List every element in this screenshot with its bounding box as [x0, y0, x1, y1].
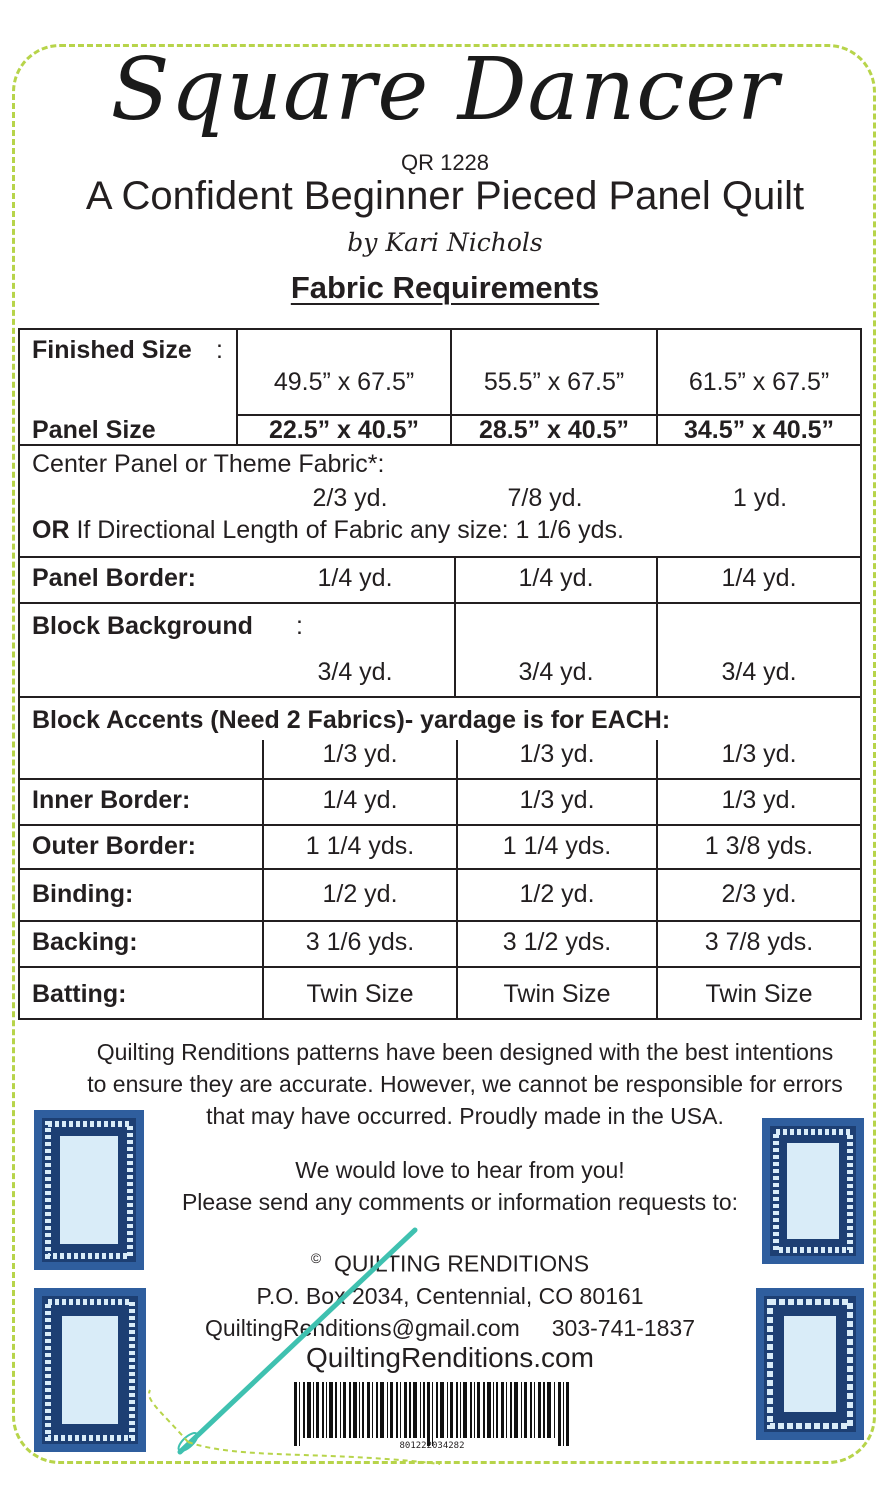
outer-border-2: 1 1/4 yds.	[502, 832, 612, 860]
copyright-symbol: ©	[310, 1250, 322, 1266]
directional-text: If Directional Length of Fabric any size: 1 1/6 yds.	[76, 516, 624, 544]
row-divider	[20, 824, 862, 826]
barcode-number: 801222034282	[399, 1441, 465, 1451]
block-background-3: 3/4 yd.	[721, 658, 797, 686]
contact-line: Please send any comments or information requests to:	[181, 1189, 739, 1215]
row-divider	[20, 966, 862, 968]
row-divider	[20, 868, 862, 870]
contact-line: We would love to hear from you!	[295, 1157, 625, 1183]
pattern-title: Square Dancer	[110, 40, 780, 140]
block-accents-2: 1/3 yd.	[519, 740, 595, 768]
backing-2: 3 1/2 yds.	[502, 928, 612, 956]
center-panel-label: Center Panel or Theme Fabric*:	[32, 450, 385, 478]
row-divider	[20, 602, 862, 604]
disclaimer-line: to ensure they are accurate. However, we cannot be responsible for errors	[87, 1071, 843, 1097]
center-panel-2: 7/8 yd.	[507, 484, 583, 512]
outer-border-label: Outer Border:	[32, 832, 196, 860]
block-accents-label: Block Accents (Need 2 Fabrics)- yardage is for EACH:	[32, 706, 671, 734]
pattern-code: QR 1228	[400, 150, 490, 175]
panel-size-2: 28.5” x 40.5”	[478, 416, 630, 444]
company-email[interactable]: QuiltingRenditions@gmail.com	[205, 1314, 520, 1341]
binding-label: Binding:	[32, 880, 134, 908]
row-divider	[20, 778, 862, 780]
backing-3: 3 7/8 yds.	[704, 928, 814, 956]
outer-border-3: 1 3/8 yds.	[704, 832, 814, 860]
row-divider	[20, 556, 862, 558]
block-accents-1: 1/3 yd.	[322, 740, 398, 768]
panel-border-1: 1/4 yd.	[317, 564, 393, 592]
directional-note	[32, 516, 624, 545]
block-background-label: Block Background	[32, 612, 253, 640]
inner-border-3: 1/3 yd.	[721, 786, 797, 814]
panel-border-label: Panel Border:	[32, 564, 196, 592]
binding-2: 1/2 yd.	[519, 880, 595, 908]
finished-size-label: Finished Size	[32, 336, 192, 364]
designer-byline: by Kari Nichols	[347, 228, 543, 257]
barcode-icon	[292, 1382, 572, 1446]
panel-border-2: 1/4 yd.	[518, 564, 594, 592]
finished-size-colon: :	[216, 336, 223, 364]
quilt-block-icon	[34, 1288, 146, 1452]
panel-size-1: 22.5” x 40.5”	[268, 416, 420, 444]
block-background-2: 3/4 yd.	[518, 658, 594, 686]
contact-invite	[150, 1154, 770, 1218]
panel-size-label: Panel Size	[32, 416, 156, 444]
backing-1: 3 1/6 yds.	[305, 928, 415, 956]
row-divider	[20, 920, 862, 922]
fabric-requirements-heading: Fabric Requirements	[290, 270, 600, 305]
pattern-subtitle: A Confident Beginner Pieced Panel Quilt	[85, 174, 805, 218]
company-address: P.O. Box 2034, Centennial, CO 80161	[256, 1282, 644, 1309]
batting-label: Batting:	[32, 980, 127, 1008]
row-divider	[20, 696, 862, 698]
block-background-colon: :	[296, 612, 303, 640]
outer-border-1: 1 1/4 yds.	[305, 832, 415, 860]
batting-1: Twin Size	[306, 980, 414, 1008]
directional-or: OR	[32, 516, 70, 544]
finished-size-2: 55.5” x 67.5”	[483, 368, 625, 396]
binding-1: 1/2 yd.	[322, 880, 398, 908]
batting-2: Twin Size	[503, 980, 611, 1008]
binding-3: 2/3 yd.	[721, 880, 797, 908]
quilt-block-icon	[34, 1110, 144, 1270]
batting-3: Twin Size	[705, 980, 813, 1008]
fabric-requirements-table	[18, 328, 862, 1020]
company-phone: 303-741-1837	[551, 1314, 695, 1341]
disclaimer-line: that may have occurred. Proudly made in the USA.	[206, 1103, 724, 1129]
panel-border-3: 1/4 yd.	[721, 564, 797, 592]
finished-size-1: 49.5” x 67.5”	[273, 368, 415, 396]
inner-border-label: Inner Border:	[32, 786, 191, 814]
center-panel-3: 1 yd.	[732, 484, 788, 512]
quilt-block-icon	[762, 1118, 864, 1264]
inner-border-2: 1/3 yd.	[519, 786, 595, 814]
center-panel-1: 2/3 yd.	[312, 484, 388, 512]
col-divider	[860, 330, 862, 1020]
company-name: QUILTING RENDITIONS	[333, 1250, 590, 1277]
backing-label: Backing:	[32, 928, 138, 956]
quilt-block-icon	[756, 1288, 864, 1440]
inner-border-1: 1/4 yd.	[322, 786, 398, 814]
disclaimer-line: Quilting Renditions patterns have been designed with the best intentions	[96, 1039, 834, 1065]
panel-size-3: 34.5” x 40.5”	[683, 416, 835, 444]
block-accents-3: 1/3 yd.	[721, 740, 797, 768]
company-website[interactable]: QuiltingRenditions.com	[306, 1342, 594, 1373]
block-background-1: 3/4 yd.	[317, 658, 393, 686]
finished-size-3: 61.5” x 67.5”	[688, 368, 830, 396]
